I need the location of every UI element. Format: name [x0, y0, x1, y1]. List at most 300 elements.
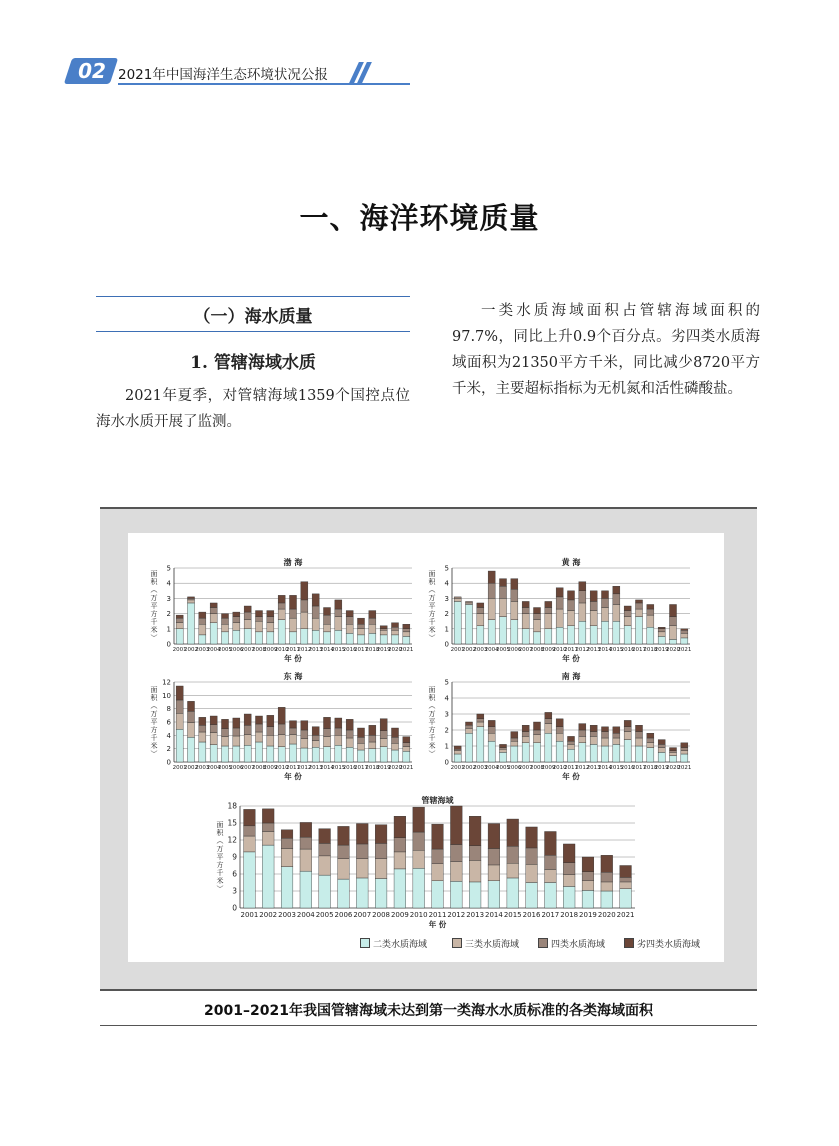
bar-segment: [233, 623, 240, 631]
bar-segment: [511, 601, 518, 619]
bar-segment: [522, 732, 529, 737]
bar-segment: [522, 736, 529, 742]
bar-segment: [582, 881, 594, 891]
x-tick-label: 2006: [229, 765, 244, 771]
x-tick-label: 2009: [263, 765, 278, 771]
bar-segment: [620, 889, 632, 908]
bar-segment: [522, 629, 529, 644]
bar-segment: [624, 606, 631, 611]
bar-segment: [477, 603, 484, 608]
bar-segment: [477, 714, 484, 719]
bar-segment: [556, 741, 563, 762]
x-tick-label: 2010: [274, 647, 289, 653]
bar-segment: [590, 611, 597, 626]
bar-segment: [658, 740, 665, 745]
x-tick-label: 2005: [496, 765, 510, 771]
bar-segment: [635, 725, 642, 731]
bar-segment: [176, 623, 183, 629]
page-number: 02: [78, 59, 106, 83]
bar-segment: [526, 848, 538, 864]
x-tick-label: 2021: [677, 647, 692, 653]
y-tick-label: 0: [166, 640, 171, 649]
bar-segment: [375, 843, 387, 858]
bar-segment: [669, 626, 676, 640]
bar-segment: [511, 620, 518, 644]
bar-segment: [267, 746, 274, 762]
bar-segment: [301, 739, 308, 748]
bar-segment: [394, 869, 406, 908]
bar-segment: [199, 742, 206, 762]
bar-segment: [357, 737, 364, 743]
bar-segment: [312, 735, 319, 740]
bar-segment: [255, 617, 262, 622]
bar-segment: [323, 747, 330, 762]
bar-segment: [289, 618, 296, 632]
bar-segment: [511, 732, 518, 738]
bar-segment: [357, 743, 364, 750]
x-tick-label: 2004: [296, 911, 315, 919]
bar-segment: [601, 738, 608, 746]
bar-segment: [255, 724, 262, 732]
bar-segment: [233, 718, 240, 728]
bar-segment: [522, 614, 529, 629]
chart-nanhai: [420, 668, 700, 790]
y-axis-label: 面积（万平方千米）: [216, 821, 224, 893]
bar-segment: [590, 626, 597, 644]
bar-segment: [338, 879, 350, 908]
bar-segment: [281, 830, 293, 839]
bar-segment: [221, 719, 228, 728]
x-tick-label: 2014: [598, 647, 612, 653]
x-tick-label: 2021: [677, 765, 692, 771]
bar-segment: [391, 728, 398, 737]
y-tick-label: 4: [444, 579, 449, 588]
bar-segment: [357, 728, 364, 737]
bar-segment: [278, 620, 285, 644]
bar-segment: [403, 629, 410, 632]
bar-segment: [289, 595, 296, 609]
bar-segment: [635, 609, 642, 617]
bar-segment: [545, 614, 552, 629]
bar-segment: [556, 609, 563, 627]
bar-segment: [567, 749, 574, 762]
bar-segment: [601, 882, 613, 891]
section-title: （一）海水质量: [193, 307, 313, 327]
bar-segment: [338, 845, 350, 859]
x-tick-label: 2008: [372, 911, 390, 919]
bar-segment: [199, 635, 206, 644]
x-tick-label: 2001: [240, 911, 259, 919]
x-tick-label: 2018: [365, 647, 380, 653]
bar-segment: [613, 744, 620, 762]
x-tick-label: 2013: [586, 765, 601, 771]
bar-segment: [335, 609, 342, 617]
bar-segment: [477, 626, 484, 644]
x-tick-label: 2009: [263, 647, 278, 653]
caption-rule: [100, 1025, 757, 1026]
bar-segment: [556, 588, 563, 597]
bar-segment: [499, 748, 506, 750]
bar-segment: [199, 732, 206, 742]
x-tick-label: 2018: [365, 765, 380, 771]
x-tick-label: 2001: [450, 647, 465, 653]
bar-segment: [477, 722, 484, 727]
bar-segment: [681, 743, 688, 748]
bar-segment: [507, 878, 519, 908]
bar-segment: [613, 733, 620, 738]
x-tick-label: 2003: [473, 765, 488, 771]
bar-segment: [380, 635, 387, 644]
bar-segment: [319, 843, 331, 855]
bar-segment: [635, 738, 642, 746]
legend-label: 三类水质海域: [465, 940, 520, 950]
x-tick-label: 2021: [399, 647, 414, 653]
bar-segment: [488, 849, 500, 865]
bar-segment: [267, 727, 274, 736]
x-tick-label: 2009: [390, 911, 409, 919]
bar-segment: [582, 857, 594, 872]
bar-segment: [590, 732, 597, 737]
bar-segment: [454, 601, 461, 644]
bar-segment: [221, 737, 228, 746]
bar-segment: [255, 611, 262, 617]
bar-segment: [567, 741, 574, 744]
bar-segment: [658, 748, 665, 753]
bar-segment: [526, 827, 538, 848]
bar-segment: [357, 635, 364, 644]
bar-segment: [380, 626, 387, 629]
bar-segment: [323, 717, 330, 728]
bar-segment: [210, 733, 217, 745]
x-tick-label: 2006: [507, 647, 522, 653]
bar-segment: [233, 728, 240, 736]
bar-segment: [335, 630, 342, 644]
bar-segment: [187, 598, 194, 600]
bar-segment: [413, 832, 425, 850]
bar-segment: [522, 725, 529, 731]
bar-segment: [579, 730, 586, 736]
bar-segment: [267, 735, 274, 746]
bar-segment: [624, 740, 631, 762]
bar-segment: [176, 615, 183, 618]
bar-segment: [465, 725, 472, 728]
x-tick-label: 2016: [342, 647, 357, 653]
y-tick-label: 12: [162, 678, 171, 687]
bar-segment: [450, 862, 462, 882]
bar-segment: [635, 732, 642, 738]
x-tick-label: 2014: [320, 765, 334, 771]
y-tick-label: 12: [227, 835, 237, 845]
x-tick-label: 2003: [195, 765, 210, 771]
y-tick-label: 5: [444, 564, 449, 573]
x-tick-label: 2009: [541, 647, 556, 653]
bar-segment: [647, 604, 654, 609]
bar-segment: [590, 591, 597, 602]
bar-segment: [357, 618, 364, 624]
y-tick-label: 10: [162, 691, 171, 700]
bar-segment: [403, 624, 410, 629]
bar-segment: [533, 632, 540, 644]
y-tick-label: 2: [166, 745, 171, 754]
bar-segment: [469, 846, 481, 861]
bar-segment: [647, 733, 654, 738]
bar-segment: [323, 624, 330, 632]
bar-segment: [613, 594, 620, 605]
x-tick-label: 2008: [252, 647, 266, 653]
bar-segment: [346, 719, 353, 730]
y-tick-label: 1: [444, 742, 449, 751]
bar-segment: [413, 868, 425, 908]
bar-segment: [244, 606, 251, 612]
bar-segment: [312, 594, 319, 606]
x-tick-label: 2013: [308, 765, 323, 771]
y-tick-label: 8: [166, 705, 171, 714]
bar-segment: [556, 719, 563, 727]
x-axis-label: 年 份: [428, 920, 447, 929]
bar-segment: [499, 617, 506, 644]
x-tick-label: 2006: [229, 647, 244, 653]
bar-segment: [199, 612, 206, 618]
bar-segment: [469, 816, 481, 845]
bar-segment: [394, 852, 406, 869]
x-tick-label: 2010: [552, 765, 567, 771]
bar-segment: [312, 741, 319, 748]
bar-segment: [281, 849, 293, 867]
bar-segment: [582, 890, 594, 908]
bar-segment: [210, 745, 217, 762]
bar-segment: [545, 601, 552, 607]
bar-segment: [375, 825, 387, 844]
bar-segment: [221, 618, 228, 624]
bar-segment: [267, 617, 274, 623]
bar-segment: [187, 603, 194, 644]
bar-segment: [335, 600, 342, 609]
chart-jurisdiction: [195, 792, 645, 930]
bar-segment: [335, 728, 342, 735]
bar-segment: [499, 579, 506, 587]
bar-segment: [556, 627, 563, 644]
bar-segment: [567, 600, 574, 611]
bar-segment: [590, 725, 597, 731]
bar-segment: [244, 745, 251, 762]
bar-segment: [262, 823, 274, 832]
x-tick-label: 2011: [564, 647, 578, 653]
x-tick-label: 2010: [274, 765, 289, 771]
bar-segment: [267, 623, 274, 632]
x-tick-label: 2008: [252, 765, 266, 771]
bar-segment: [176, 713, 183, 729]
y-tick-label: 1: [166, 625, 171, 634]
bar-segment: [267, 632, 274, 644]
bar-segment: [526, 864, 538, 882]
chart-huanghai: [420, 558, 700, 668]
bar-segment: [488, 571, 495, 583]
bar-segment: [278, 603, 285, 609]
x-tick-label: 2018: [560, 911, 579, 919]
bar-segment: [556, 727, 563, 733]
bar-segment: [199, 618, 206, 624]
bar-segment: [601, 591, 608, 599]
x-tick-label: 2014: [485, 911, 503, 919]
bar-segment: [301, 721, 308, 730]
bar-segment: [346, 738, 353, 747]
bar-segment: [556, 597, 563, 609]
y-tick-label: 9: [232, 852, 237, 862]
bar-segment: [582, 872, 594, 881]
x-tick-label: 2015: [609, 647, 624, 653]
x-tick-label: 2014: [320, 647, 334, 653]
bar-segment: [210, 725, 217, 733]
bar-segment: [522, 743, 529, 762]
bar-segment: [669, 604, 676, 616]
x-tick-label: 2013: [586, 647, 601, 653]
bar-segment: [356, 878, 368, 908]
x-tick-label: 2004: [484, 765, 499, 771]
x-tick-label: 2020: [388, 647, 402, 653]
legend-swatch: [360, 938, 370, 948]
x-tick-label: 2021: [399, 765, 414, 771]
bar-segment: [210, 603, 217, 608]
bar-segment: [507, 863, 519, 878]
bar-segment: [187, 711, 194, 722]
bar-segment: [323, 608, 330, 616]
y-tick-label: 5: [444, 678, 449, 687]
bar-segment: [391, 623, 398, 628]
x-tick-label: 2011: [564, 765, 578, 771]
bar-segment: [233, 617, 240, 623]
x-tick-label: 2005: [496, 647, 510, 653]
chapter-title: 一、海洋环境质量: [299, 201, 540, 235]
bar-segment: [499, 744, 506, 747]
bar-segment: [369, 735, 376, 742]
bar-segment: [301, 730, 308, 739]
legend-swatch: [452, 938, 462, 948]
bar-segment: [669, 752, 676, 755]
x-tick-label: 2016: [522, 911, 541, 919]
x-tick-label: 2007: [240, 647, 255, 653]
x-tick-label: 2012: [297, 765, 312, 771]
bar-segment: [319, 856, 331, 875]
bar-segment: [300, 822, 312, 837]
bar-segment: [357, 629, 364, 635]
x-tick-label: 2011: [286, 765, 300, 771]
bar-segment: [465, 722, 472, 725]
bar-segment: [669, 748, 676, 751]
bar-segment: [545, 724, 552, 734]
bar-segment: [289, 744, 296, 762]
x-tick-label: 2020: [597, 911, 616, 919]
bar-segment: [244, 612, 251, 620]
bar-segment: [590, 744, 597, 762]
report-title: 2021年中国海洋生态环境状况公报: [118, 67, 328, 83]
x-tick-label: 2010: [552, 647, 567, 653]
bar-segment: [450, 881, 462, 908]
subsection-title: 1. 管辖海域水质: [190, 353, 316, 373]
x-tick-label: 2011: [286, 647, 300, 653]
bar-segment: [432, 864, 444, 881]
bar-segment: [488, 865, 500, 881]
bar-segment: [210, 614, 217, 623]
x-tick-label: 2006: [334, 911, 353, 919]
bar-segment: [658, 629, 665, 632]
bar-segment: [369, 725, 376, 735]
bar-segment: [233, 612, 240, 617]
bar-segment: [403, 743, 410, 747]
bar-segment: [233, 746, 240, 762]
bar-segment: [567, 626, 574, 644]
x-tick-label: 2017: [632, 765, 646, 771]
x-tick-label: 2001: [172, 765, 187, 771]
bar-segment: [301, 748, 308, 762]
x-tick-label: 2007: [518, 647, 533, 653]
bar-segment: [465, 604, 472, 644]
y-tick-label: 3: [166, 594, 171, 603]
chart-donghai: [142, 668, 422, 790]
legend-item-class4: [538, 937, 605, 950]
bar-segment: [369, 742, 376, 749]
bar-segment: [624, 727, 631, 732]
bar-segment: [545, 629, 552, 644]
bar-segment: [338, 859, 350, 879]
x-tick-label: 2015: [503, 911, 522, 919]
bar-segment: [488, 598, 495, 619]
y-tick-label: 6: [232, 869, 237, 879]
bar-segment: [511, 589, 518, 601]
legend-label: 四类水质海域: [551, 940, 606, 950]
bar-segment: [199, 624, 206, 635]
bar-segment: [380, 731, 387, 739]
bar-segment: [635, 600, 642, 603]
bar-segment: [545, 608, 552, 614]
bar-segment: [432, 849, 444, 864]
bar-segment: [545, 869, 557, 882]
bar-segment: [647, 627, 654, 644]
bar-segment: [681, 638, 688, 644]
x-tick-label: 2016: [342, 765, 357, 771]
x-tick-label: 2020: [666, 765, 680, 771]
x-tick-label: 2017: [354, 765, 368, 771]
bar-segment: [477, 608, 484, 614]
bar-segment: [499, 598, 506, 616]
bar-segment: [647, 738, 654, 743]
bar-segment: [319, 829, 331, 844]
bar-segment: [579, 582, 586, 591]
bar-segment: [210, 716, 217, 725]
chart-title: 管辖海域: [421, 796, 454, 805]
bar-segment: [563, 844, 575, 863]
bar-segment: [579, 621, 586, 644]
bar-segment: [477, 614, 484, 626]
bar-segment: [499, 749, 506, 752]
bar-segment: [391, 635, 398, 644]
bar-segment: [380, 747, 387, 762]
bar-segment: [244, 629, 251, 644]
bar-segment: [545, 712, 552, 718]
x-tick-label: 2001: [450, 765, 465, 771]
bar-segment: [335, 718, 342, 728]
bar-segment: [221, 624, 228, 632]
bar-segment: [369, 611, 376, 619]
bar-segment: [357, 624, 364, 629]
bar-segment: [488, 727, 495, 733]
bar-segment: [563, 886, 575, 908]
bar-segment: [601, 608, 608, 622]
bar-segment: [613, 621, 620, 644]
bar-segment: [300, 837, 312, 849]
x-tick-label: 2017: [354, 647, 368, 653]
y-tick-label: 0: [444, 640, 449, 649]
bar-segment: [312, 618, 319, 630]
